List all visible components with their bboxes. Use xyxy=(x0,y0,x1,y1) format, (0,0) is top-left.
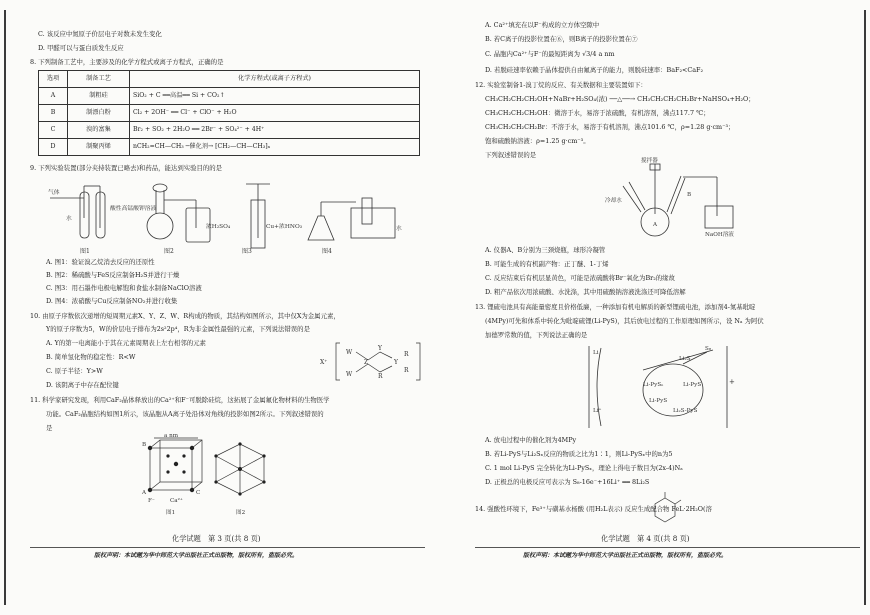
fig-text: 酸性高锰酸钾溶液 xyxy=(110,206,157,212)
q11-crystal-figures xyxy=(140,434,280,516)
fig-text: 水 xyxy=(396,226,402,232)
q13-option-c: C. 1 mol Li-PyS 完全转化为Li-PySₓ，理论上得电子数目为(2x-4)Nₐ xyxy=(485,464,683,472)
q13-stem-1: 13. 锂硫电池具有高能量密度且价格低廉，一种添加有机电解质的新型锂硫电池，添加剂4-氮基吡啶 xyxy=(475,303,756,311)
svg-text:C: C xyxy=(196,490,201,496)
li-ion-label: Li⁺ xyxy=(593,408,602,414)
q9-apparatus-figures xyxy=(46,178,426,256)
page-edge xyxy=(864,10,866,605)
q12-stem: 12. 实验室制备1-溴丁烷的反应、有关数据和主要装置如下： xyxy=(475,81,647,89)
fig-text: Cu+浓HNO₃ xyxy=(266,224,303,230)
q14-stem: 14. 强酸性环境下，Fe³⁺与磺基水杨酸 (用H₂L表示) 反应生成配合物 FeL·2H₂O(溶 xyxy=(475,505,712,513)
figure-caption: 图3 xyxy=(242,248,252,255)
q9-option-c: C. 图3：用石墨作电极电解饱和食盐水制备NaClO溶液 xyxy=(46,284,202,292)
q12-data-2: CH₃CH₂CH₂CH₂Br：不溶于水，易溶于有机溶剂，沸点101.6 ℃，ρ=1.28 g·cm⁻³； xyxy=(485,123,735,131)
q9-option-d: D. 图4：浓硝酸与Cu反应制备NO₂并进行收集 xyxy=(46,297,178,305)
q12-option-d: D. 粗产品依次用浓硫酸、水洗涤，其中用硫酸钠溶液洗涤还可降低溶解 xyxy=(485,288,686,296)
svg-text:W: W xyxy=(346,371,353,378)
q11-option-d: D. 若脱硅速率依赖于晶体提供自由氟离子的能力，则脱硅速率：BaF₂<CaF₂ xyxy=(485,66,704,74)
figure-caption: 图1 xyxy=(80,248,90,255)
q11-stem-2: 功能。CaF₂晶胞结构如图1所示，该晶胞从A离子处沿体对角线的投影如图2所示。下列叙述错误的 xyxy=(46,410,324,418)
fig-text: 水 xyxy=(66,216,72,222)
figure-caption: 图1 xyxy=(166,510,176,516)
fig-text: 浓H₂SO₄ xyxy=(206,224,231,230)
svg-text:B: B xyxy=(142,442,147,448)
q13-option-a: A. 放电过程中的催化剂为4MPy xyxy=(485,436,577,444)
figure-caption: 图2 xyxy=(236,510,246,516)
q13-option-d: D. 正极总的电极反应可表示为 S₈-16e⁻+16Li⁺ ══ 8Li₂S xyxy=(485,478,650,486)
q9-option-a: A. 图1：验证溴乙烷消去反应的还原性 xyxy=(46,258,155,266)
fig-text: 气体 xyxy=(48,190,60,196)
table-header: 制备工艺 xyxy=(68,71,130,88)
svg-text:+: + xyxy=(729,378,735,386)
footer-rule xyxy=(30,547,425,548)
copyright-notice: 版权声明：本试题为华中师范大学出版社正式出版物，版权所有，盗版必究。 xyxy=(94,552,299,559)
table-row: C 溴的富集 Br₂ + SO₂ + 2H₂O ══ 2Br⁻ + SO₄²⁻ + 4H⁺ xyxy=(39,122,420,139)
q7-option-d: D. 甲醛可以与蛋白质发生反应 xyxy=(38,44,124,52)
svg-text:R: R xyxy=(378,373,383,380)
q10-option-a: A. Y的第一电离能小于其在元素周期表上左右相邻的元素 xyxy=(46,339,206,347)
q11-option-c: C. 晶胞内Ca²⁺与F⁻的最短距离为 √3/4 a nm xyxy=(485,50,615,58)
q9-stem: 9. 下列实验装置(部分夹持装置已略去)和药品，能达到实验目的的是 xyxy=(30,164,223,172)
q10-stem-2: Y的原子序数为5，W的价层电子排布为2s²2p⁴，R为非金属性最强的元素，下列说法错误的是 xyxy=(46,325,310,333)
fig-text: 冷却水 xyxy=(605,198,622,204)
q8-stem: 8. 下列制备工艺中，主要涉及的化学方程式或离子方程式，正确的是 xyxy=(30,58,224,66)
q12-equation: CH₃CH₂CH₂CH₂OH+NaBr+H₂SO₄(浓) ──△──→ CH₃CH₂CH₂CH₂Br+NaHSO₄+H₂O； xyxy=(485,95,755,103)
species-label: Li₂S-PyS xyxy=(673,408,698,414)
q13-stem-2: (4MPy)可先和体系中转化为吡啶硫锂(Li-PyS)，其后放电过程的工作原理如图所示，设 Nₐ 为阿伏 xyxy=(485,317,764,325)
page-edge xyxy=(4,10,6,605)
q9-option-b: B. 图2：稀硫酸与FeS反应制备H₂S并进行干燥 xyxy=(46,271,180,279)
q11-stem-1: 11. 科学家研究发现，利用CaF₂晶体释放出的Ca²⁺和F⁻可脱除硅烷，这拓展了金属氟化物材料的生物医学 xyxy=(30,396,330,404)
q12-option-c: C. 反应结束后有机层显黄色，可能是浓硫酸将Br⁻氧化为Br₂的缘故 xyxy=(485,274,675,282)
q12-question: 下列叙述错误的是 xyxy=(485,151,537,159)
species-label: S₈ xyxy=(705,346,712,352)
figure-caption: 图4 xyxy=(322,248,332,255)
anode-label: Li xyxy=(593,350,599,356)
page-4 xyxy=(435,0,870,615)
table-row: D 制聚丙烯 nCH₂=CH—CH₃ ─催化剂→ [CH₂—CH—CH₃]ₙ xyxy=(39,139,420,156)
svg-text:Y: Y xyxy=(394,359,398,366)
cation-label: X⁺ xyxy=(320,359,328,366)
q10-option-b: B. 简单氢化物的稳定性：R<W xyxy=(46,353,136,361)
q10-stem-1: 10. 由原子序数依次递增的短周期元素X、Y、Z、W、R构成的物质，其结构如图所示，其中仅X为金属元素， xyxy=(30,312,340,320)
q12-apparatus xyxy=(605,156,795,242)
fig-text: NaOH溶液 xyxy=(705,232,734,238)
legend-ca: Ca²⁺ xyxy=(170,498,183,504)
table-header: 选项 xyxy=(39,71,68,88)
q11-option-a: A. Ca²⁺填充在以F⁻构成的立方体空隙中 xyxy=(485,21,600,29)
q10-option-d: D. 该阴离子中存在配位键 xyxy=(46,381,119,389)
svg-text:A: A xyxy=(142,490,147,496)
q8-table xyxy=(38,70,420,156)
q12-data-3: 饱和硫酸钠溶液：ρ=1.25 g·cm⁻³。 xyxy=(485,137,590,145)
fig-text: 搅拌器 xyxy=(641,158,658,164)
svg-text:Y: Y xyxy=(378,345,382,352)
species-label: Li-PyS xyxy=(683,382,702,388)
q12-data-1: CH₃CH₂CH₂CH₂OH：微溶于水，易溶于浓硫酸，有机溶剂，沸点117.7 ℃； xyxy=(485,109,710,117)
copyright-notice: 版权声明：本试题为华中师范大学出版社正式出版物，版权所有，盗版必究。 xyxy=(523,552,728,559)
svg-text:W: W xyxy=(346,349,353,356)
q12-option-b: B. 可能生成的有机副产物：正丁醚、1-丁烯 xyxy=(485,260,609,268)
q13-option-b: B. 若Li-PyS与Li₂Sₓ反应的物质之比为1∶1，则Li-PySₓ中的n为5 xyxy=(485,450,673,458)
footer-rule xyxy=(475,547,860,548)
cell-edge-label: a nm xyxy=(164,433,179,439)
page-footer: 化学试题 第 3 页(共 8 页) xyxy=(172,534,261,543)
q10-anion-structure xyxy=(318,340,423,384)
page-footer: 化学试题 第 4 页(共 8 页) xyxy=(601,534,690,543)
fig-text: B xyxy=(687,192,692,198)
sulfosalicylic-acid-structure xyxy=(645,490,685,526)
legend-f: F⁻ xyxy=(148,498,155,504)
figure-caption: 图2 xyxy=(164,248,174,255)
q11-stem-3: 是 xyxy=(46,424,53,432)
species-label: Li-PySₙ xyxy=(643,382,664,388)
svg-text:R: R xyxy=(404,351,409,358)
q11-option-b: B. 若C离子的投影位置在⑥，则B离子的投影位置在⑦ xyxy=(485,35,638,43)
species-label: Li₂S xyxy=(679,356,691,362)
q12-option-a: A. 仪器A、B分别为三颈烧瓶，球形冷凝管 xyxy=(485,246,606,254)
svg-text:R: R xyxy=(404,367,409,374)
table-row: B 制漂白粉 Cl₂ + 2OH⁻ ══ Cl⁻ + ClO⁻ + H₂O xyxy=(39,105,420,122)
fig-text: A xyxy=(653,222,658,228)
q13-stem-3: 加德罗常数的值，下列说法正确的是 xyxy=(485,331,588,339)
table-row: A 制粗硅 SiO₂ + C ══高温══ Si + CO₂↑ xyxy=(39,88,420,105)
table-header: 化学方程式(或离子方程式) xyxy=(130,71,420,88)
svg-text:Z: Z xyxy=(364,359,369,366)
q13-battery-diagram xyxy=(583,340,733,432)
species-label: Li-PyS xyxy=(649,398,668,404)
q10-option-c: C. 原子半径：Y>W xyxy=(46,367,103,375)
q7-option-c: C. 该反应中氮原子价层电子对数未发生变化 xyxy=(38,30,162,38)
